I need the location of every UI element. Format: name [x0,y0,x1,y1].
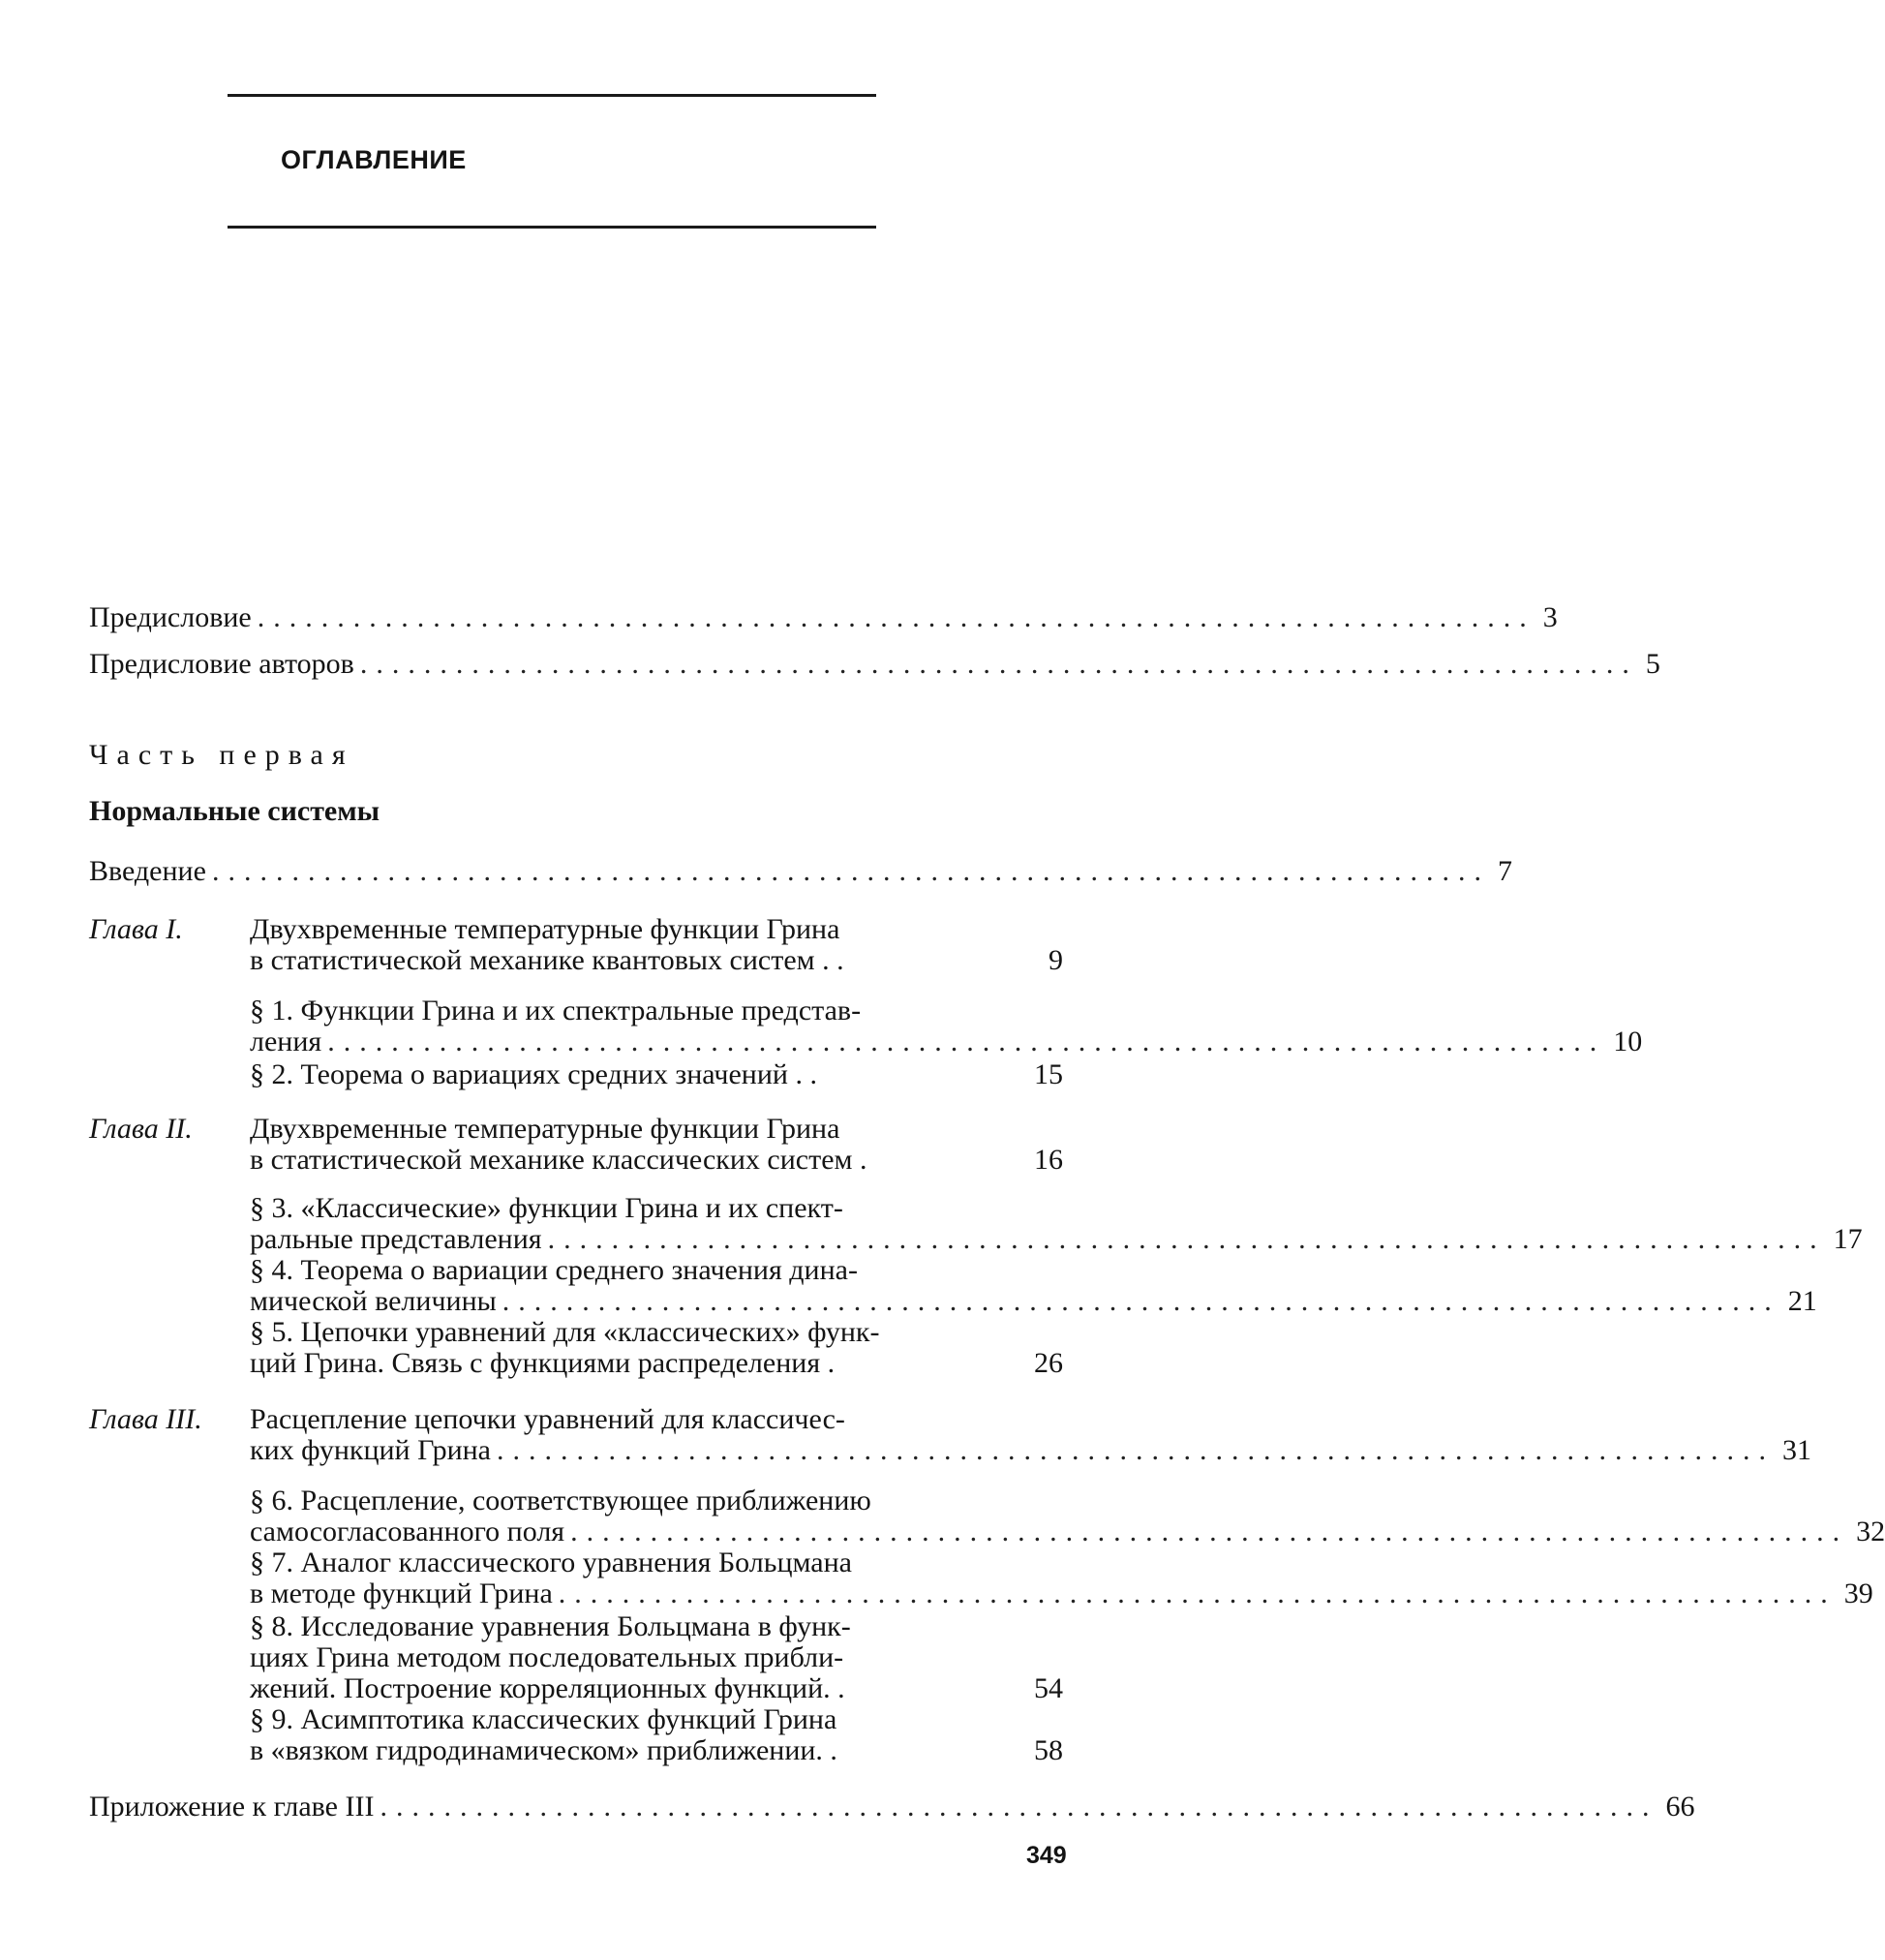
dot-leader: ................................................................................ [502,1285,1780,1317]
toc-entry-preface[interactable] [89,598,1558,637]
page-number: 17 [1833,1223,1863,1255]
entry-title: в методе функций Грина [250,1577,553,1609]
toc-entry-authors-preface[interactable] [89,645,1660,684]
page-number: 66 [1665,1791,1695,1822]
dot-leader: ................................................................................ [558,1577,1837,1609]
entry-title: ления [250,1026,322,1057]
entry-title: ральные представления [250,1223,542,1255]
section-1-line1[interactable]: § 1. Функции Грина и их спектральные представ- [250,995,862,1026]
entry-title: Предисловие [89,601,252,633]
dot-leader: ................................................................................ [380,1791,1658,1822]
section-7-line1[interactable]: § 7. Аналог классического уравнения Больцмана [250,1547,852,1578]
page-number: 9 [1049,944,1063,976]
page-heading: ОГЛАВЛЕНИЕ [281,145,467,174]
entry-title: ций Грина. Связь с функциями распределения . [250,1347,836,1379]
chapter-1-label: Глава I. [89,913,183,945]
page-number: 26 [1034,1347,1063,1379]
dot-leader: ................................................................................ [211,855,1490,887]
dot-leader: ................................................................................ [257,601,1535,633]
page-number: 39 [1843,1577,1873,1609]
page-number: 31 [1782,1434,1811,1466]
chapter-3-label: Глава III. [89,1403,202,1435]
entry-title: в «вязком гидродинамическом» приближении. . [250,1734,837,1766]
section-4-line1[interactable]: § 4. Теорема о вариации среднего значения дина- [250,1254,858,1286]
dot-leader: ................................................................................ [570,1516,1849,1547]
dot-leader: ................................................................................ [327,1026,1606,1057]
top-rule [228,94,876,97]
part-title: Нормальные системы [89,795,380,827]
dot-leader: ................................................................................ [497,1434,1775,1466]
bottom-rule [228,226,876,229]
entry-title: Приложение к главе III [89,1791,375,1822]
section-3-line1[interactable]: § 3. «Классические» функции Грина и их спект- [250,1192,843,1224]
entry-title: мической величины [250,1285,497,1317]
page-number: 5 [1645,648,1660,680]
page-number: 54 [1034,1672,1063,1704]
page-number: 10 [1613,1026,1643,1057]
section-6-line1[interactable]: § 6. Расцепление, соответствующее приближению [250,1485,871,1516]
page-number: 32 [1856,1516,1885,1547]
page-number: 16 [1034,1144,1063,1176]
entry-title: ких функций Грина [250,1434,491,1466]
entry-title: в статистической механике классических систем . [250,1144,867,1176]
page-number: 21 [1787,1285,1817,1317]
page-number: 7 [1497,855,1512,887]
chapter-1-title-line2[interactable] [250,941,1063,980]
chapter-1-title-line1[interactable]: Двухвременные температурные функции Грина [250,913,840,945]
toc-entry-introduction[interactable] [89,852,1512,891]
chapter-2-label: Глава II. [89,1113,193,1145]
entry-title: § 2. Теорема о вариациях средних значений . . [250,1058,817,1090]
page-number: 15 [1034,1058,1063,1090]
chapter-3-title-line2[interactable] [250,1431,1811,1470]
entry-title: в статистической механике квантовых систем . . [250,944,844,976]
dot-leader: ................................................................................ [359,648,1638,680]
entry-title: жений. Построение корреляционных функций. . [250,1672,845,1704]
section-8-line2[interactable]: циях Грина методом последовательных прибли- [250,1641,844,1673]
section-9-line1[interactable]: § 9. Асимптотика классических функций Грина [250,1703,837,1735]
page-number: 3 [1542,601,1558,633]
section-5-line1[interactable]: § 5. Цепочки уравнений для «классических» функ- [250,1316,880,1348]
page-number: 58 [1034,1734,1063,1766]
section-9-line2[interactable] [250,1731,1063,1770]
section-8-line1[interactable]: § 8. Исследование уравнения Больцмана в функ- [250,1610,851,1642]
section-2[interactable] [250,1056,1063,1094]
chapter-2-title-line2[interactable] [250,1141,1063,1179]
entry-title: Предисловие авторов [89,648,354,680]
chapter-2-title-line1[interactable]: Двухвременные температурные функции Грина [250,1113,840,1145]
chapter-3-title-line1[interactable]: Расцепление цепочки уравнений для классичес- [250,1403,845,1435]
entry-title: Введение [89,855,206,887]
part-label: Часть первая [89,739,354,771]
toc-entry-appendix[interactable] [89,1788,1695,1826]
page-footer-number: 349 [1026,1842,1067,1869]
entry-title: самосогласованного поля [250,1516,565,1547]
section-5-line2[interactable] [250,1344,1063,1383]
dot-leader: ................................................................................ [547,1223,1826,1255]
